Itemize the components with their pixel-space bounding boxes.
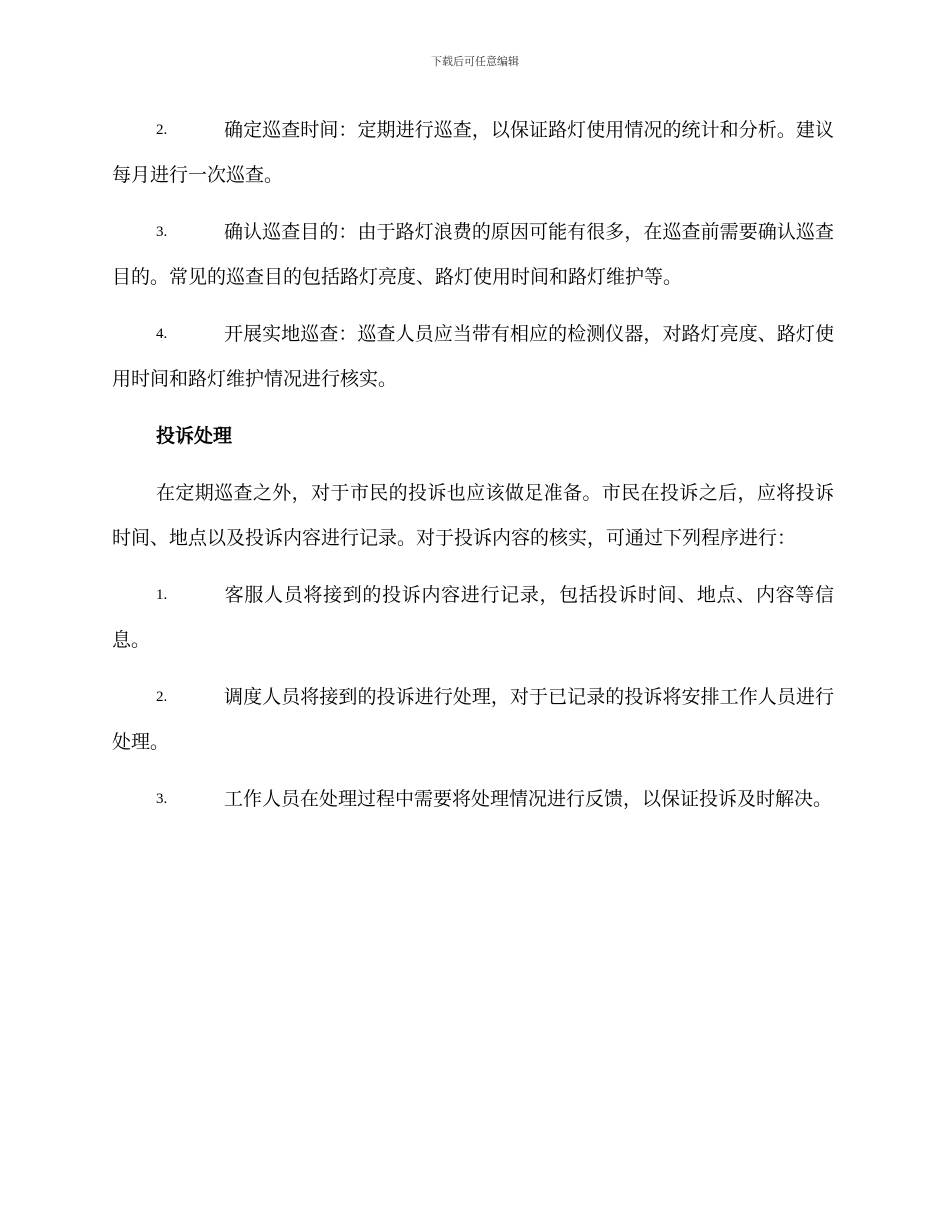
list-number: 2. [156,689,168,705]
list-text: 调度人员将接到的投诉进行处理，对于已记录的投诉将安排工作人员进行处理。 [112,686,834,753]
list-item [112,777,834,822]
list-number: 3. [156,224,168,240]
list-item [112,573,834,663]
document-body [112,108,834,834]
list-item [112,108,834,198]
list-text: 客服人员将接到的投诉内容进行记录，包括投诉时间、地点、内容等信息。 [112,584,834,651]
page-header: 下载后可任意编辑 [431,55,519,68]
list-item [112,210,834,300]
list-number: 4. [156,326,168,342]
list-item [112,675,834,765]
section-heading: 投诉处理 [156,425,233,447]
list-text: 开展实地巡查：巡查人员应当带有相应的检测仪器，对路灯亮度、路灯使用时间和路灯维护情况进行核实。 [112,323,834,390]
list-item [112,312,834,402]
section-intro: 在定期巡查之外，对于市民的投诉也应该做足准备。市民在投诉之后，应将投诉时间、地点以及投诉内容进行记录。对于投诉内容的核实，可通过下列程序进行： [112,482,834,549]
list-number: 1. [156,587,168,603]
list-text: 工作人员在处理过程中需要将处理情况进行反馈，以保证投诉及时解决。 [224,788,833,810]
list-text: 确认巡查目的：由于路灯浪费的原因可能有很多，在巡查前需要确认巡查目的。常见的巡查目的包括路灯亮度、路灯使用时间和路灯维护等。 [112,221,834,288]
list-text: 确定巡查时间：定期进行巡查，以保证路灯使用情况的统计和分析。建议每月进行一次巡查。 [112,119,834,186]
list-number: 2. [156,122,168,138]
list-number: 3. [156,791,168,807]
